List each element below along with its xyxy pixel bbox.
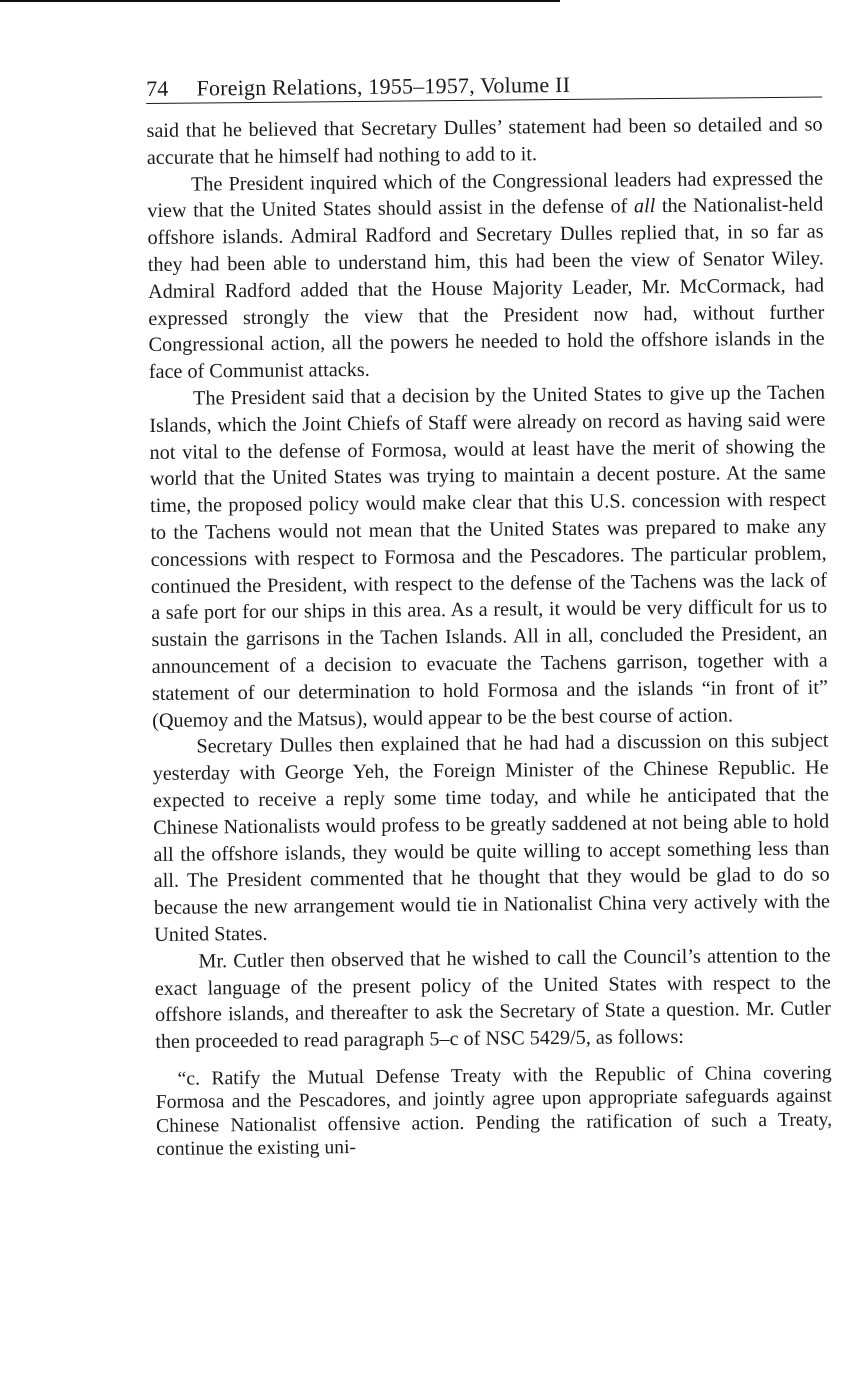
page-number: 74	[146, 75, 169, 101]
document-page	[146, 70, 832, 1162]
paragraph-congressional-leaders	[147, 165, 825, 386]
running-title: Foreign Relations, 1955–1957, Volume II	[196, 71, 571, 101]
paragraph-mr-cutler: Mr. Cutler then observed that he wished to call the Council’s attention to the exact language of the present policy of the United States with respect to the offshore islands, and thereafter to ask the Secretary of State a question. Mr. Cutler then proceeded to read paragraph 5–c of NSC 5429/5, as follows:	[154, 944, 832, 1054]
paragraph-george-yeh: Secretary Dulles then explained that he had had a discussion on this subject yesterday with George Yeh, the Foreign Minister of the Chinese Republic. He expected to receive a reply some time today, and while he anticipated that the Chinese Nationalists would profess to be greatly saddened at not being able to hold all the offshore islands, they would be quite willing to accept something less than all. The President commented that he thought that they would be glad to do so because the new arrangement would tie in Nationalist China very actively with the United States.	[152, 729, 831, 946]
paragraph-continuation: said that he believed that Secretary Dulles’ statement had been so detailed and so accurate that he himself had nothing to add to it.	[146, 113, 823, 169]
page-edge-rule	[0, 0, 560, 2]
paragraph-text: the Nationalist-held offshore islands. Admiral Radford and Secretary Dulles replied that, in so far as they had been able to understand him, this had been the view of Senator Wiley. Admiral Radford added that the House Majority Leader, Mr. McCormack, had expressed strongly the view that the President now had, without further Congressional action, all the powers he needed to hold the offshore islands in the face of Communist attacks.	[147, 193, 825, 384]
running-header	[146, 70, 822, 104]
paragraph-tachen-islands: The President said that a decision by the United States to give up the Tachen Islands, which the Joint Chiefs of Staff were already on record as having said were not vital to the defense of Formosa, would at least have the merit of showing the world that the United States was trying to maintain a decent posture. At the same time, the proposed policy would make clear that this U.S. concession with respect to the Tachens would not mean that the United States was prepared to make any concessions with respect to Formosa and the Pescadores. The particular problem, continued the President, with respect to the defense of the Tachens was the lack of a safe port for our ships in this area. As a result, it would be very difficult for us to sustain the garrisons in the Tachen Islands. All in all, concluded the President, an announcement of a decision to evacuate the Tachens garrison, together with a statement of our determination to hold Formosa and the islands “in front of it” (Quemoy and the Matsus), would appear to be the best course of action.	[149, 381, 829, 732]
body-text	[146, 112, 832, 1162]
paragraph-text: The President inquired which of the Congressional leaders had expressed the view that the United States should assist in the defense of	[147, 167, 824, 223]
emphasis-all: all	[633, 195, 656, 218]
quoted-policy-paragraph: “c. Ratify the Mutual Defense Treaty with the Republic of China covering Formosa and the Pescadores, and jointly agree upon appropriate safeguards against Chinese Nationalist offensive action. Pending the ratification of such a Treaty, continue the existing uni-	[155, 1062, 833, 1161]
